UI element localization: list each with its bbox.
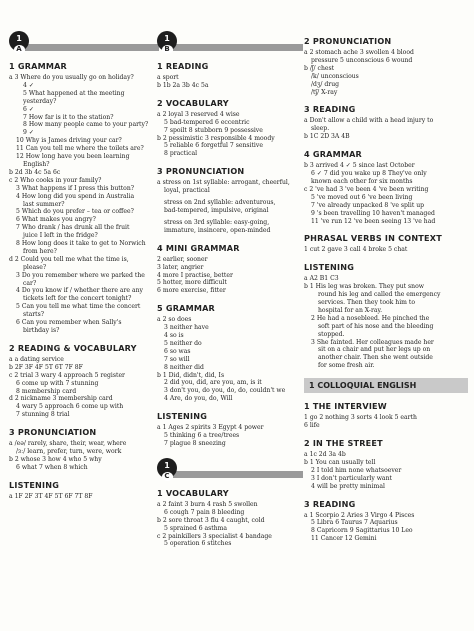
answer-line: 3 What happens if I press this button? <box>16 184 135 192</box>
answer-line: immature, insincere, open-minded <box>164 226 271 234</box>
answer-line: 5 Libra 6 Taurus 7 Aquarius <box>311 519 398 527</box>
answer-line: 5 reliable 6 forgetful 7 sensitive <box>164 142 263 150</box>
answer-line: 4 How long did you spend in Australia <box>16 192 135 200</box>
answer-line: 7 've already unpacked 8 've split up <box>311 201 425 209</box>
unit-1a-header <box>9 31 159 53</box>
answer-line: 7 stunning 8 trial <box>16 411 70 419</box>
answer-line: 7 How far is it to the station? <box>23 113 114 121</box>
section-listening-1b <box>157 424 303 448</box>
answer-line: 5 Can you tell me what time the concert <box>16 303 141 311</box>
section-title: 2 READING & VOCABULARY <box>9 342 137 353</box>
section-interview <box>304 414 468 430</box>
answer-line: 7 spoilt 8 stubborn 9 possessive <box>164 126 263 134</box>
section-listening-1a <box>9 493 159 501</box>
answer-line: 10 Why is James driving your car? <box>16 137 122 145</box>
answer-line: 8 How many people came to your party? <box>23 121 149 129</box>
answer-line: 11 Can you tell me where the toilets are? <box>16 145 144 153</box>
section-phrasal-verbs <box>304 246 468 254</box>
answer-line: 8 Capricorn 9 Sagittarius 10 Leo <box>311 527 413 535</box>
answer-line: 4 so is <box>164 332 184 340</box>
section-title: PHRASAL VERBS IN CONTEXT <box>304 233 442 244</box>
section-title: LISTENING <box>9 479 60 490</box>
answer-line: a 3 Where do you usually go on holiday? <box>9 74 134 81</box>
section-title: 3 READING <box>304 498 356 509</box>
answer-line: a a dating service <box>9 355 64 363</box>
answer-line: 5 thinking 6 a tree/trees <box>164 432 240 440</box>
answer-line: 5 sprained 6 asthma <box>164 524 228 532</box>
answer-line: bad-tempered, impulsive, original <box>164 206 269 214</box>
answer-line: 3 I don't particularly want <box>311 474 392 482</box>
unit-1a-badge <box>9 31 29 51</box>
answer-line: loyal, practical <box>164 187 210 195</box>
answer-line: a 1F 2F 3T 4F 5T 6F 7T 8F <box>9 492 93 500</box>
answer-line: a 1c 2d 3a 4b <box>304 451 346 458</box>
answer-line: tickets left for the concert tonight? <box>23 295 132 303</box>
unit-letter: C <box>162 472 173 481</box>
answer-line: 4 will be pretty minimal <box>311 482 385 490</box>
answer-line: hospital for an X-ray. <box>318 306 383 314</box>
answer-line: pressure 5 unconscious 6 wound <box>311 56 413 64</box>
answer-line: b /ʃ/ chest <box>304 64 335 72</box>
answer-line: 6 Can you remember when Sally's <box>16 319 122 327</box>
answer-line: last summer? <box>23 200 65 208</box>
section-grammar-1a <box>9 74 159 335</box>
section-title: 1 GRAMMAR <box>9 61 67 71</box>
section-grammar-1b <box>157 316 303 403</box>
answer-line: yesterday? <box>23 97 57 105</box>
answer-line: c 2 trial 3 wary 4 approach 5 register <box>9 371 125 379</box>
answer-line: b 1 Did, didn't, did, Is <box>157 371 225 379</box>
section-grammar-1c <box>304 162 468 225</box>
answer-line: 5 neither do <box>164 339 202 347</box>
answer-line: b 2 pessimistic 3 responsible 4 moody <box>157 134 275 142</box>
answer-line: a Don't allow a child with a head injury to <box>304 117 434 125</box>
unit-1c-header <box>157 458 303 480</box>
unit-number: 1 <box>164 460 170 470</box>
answer-line: c 2 Who cooks in your family? <box>9 176 102 184</box>
answer-line: round his leg and called the emergency <box>318 291 441 299</box>
answer-line: 6 what 7 when 8 which <box>16 463 88 471</box>
answer-line: a 2 so does <box>157 316 192 324</box>
answer-line: /ɜː/ learn, prefer, turn, were, work <box>16 448 122 456</box>
section-mini-grammar-1b <box>157 256 303 296</box>
section-listening-1c <box>304 275 468 370</box>
answer-line: d 2 Could you tell me what the time is, <box>9 255 129 263</box>
answer-line: 5 hotter, more difficult <box>157 279 227 287</box>
answer-line: 3 later, angrier <box>157 263 204 271</box>
answer-line: stopped. <box>318 330 345 338</box>
answer-line: a 2 faint 3 burn 4 rash 5 swollen <box>157 500 258 508</box>
answer-line: birthday is? <box>23 327 60 334</box>
answer-line: 2 earlier, sooner <box>157 255 208 263</box>
answer-line: services. Then they took him to <box>318 299 415 307</box>
answer-line: d 2 nickname 3 membership card <box>9 395 113 403</box>
section-title: 4 MINI GRAMMAR <box>157 242 240 253</box>
answer-line: 6 so was <box>164 347 191 355</box>
answer-line: 11 Cancer 12 Gemini <box>311 535 377 543</box>
answer-line: 3 She fainted. Her colleagues made her <box>311 338 434 346</box>
answer-line: b 2 whose 3 how 4 who 5 why <box>9 455 102 463</box>
answer-line: b 2 sore throat 3 flu 4 caught, cold <box>157 516 265 524</box>
section-title: 1 THE INTERVIEW <box>304 401 387 412</box>
unit-number: 1 <box>164 34 170 43</box>
answer-line: a stress on 1st syllable: arrogant, cheerful, <box>157 179 290 187</box>
answer-line: 3 don't you, do you, do, do, couldn't we <box>164 387 286 395</box>
answer-line: b 1C 2D 3A 4B <box>304 133 350 141</box>
answer-line: car? <box>23 279 37 287</box>
section-title: LISTENING <box>157 411 208 422</box>
section-title: 2 IN THE STREET <box>304 438 383 448</box>
answer-line: a sport <box>157 74 179 81</box>
answer-line: b 1 His leg was broken. They put snow <box>304 283 424 291</box>
answer-line: 7 plague 8 sneezing <box>164 440 226 447</box>
answer-line: 3 neither have <box>164 324 209 332</box>
answer-line: 3 Do you remember where we parked the <box>16 271 145 279</box>
answer-line: 4 wary 5 approach 6 come up with <box>16 403 124 411</box>
answer-line: 4 more I practise, better <box>157 271 233 279</box>
answer-line: 5 've moved out 6 've been living <box>311 193 413 201</box>
answer-line: for some fresh air. <box>318 362 375 370</box>
answer-line: 2 did you, did, are you, am, is it <box>164 379 262 387</box>
answer-line: a A2 B1 C3 <box>304 275 339 283</box>
section-title: 1 VOCABULARY <box>157 487 229 498</box>
answer-line: 9 's been travelling 10 haven't managed <box>311 209 435 217</box>
section-title: 3 PRONUNCIATION <box>157 166 245 177</box>
answer-line: 4 ✓ <box>23 81 34 89</box>
unit-header-rule <box>173 471 303 478</box>
answer-line: c 2 've had 3 've been 4 've been writing <box>304 185 429 193</box>
section-title: 3 PRONUNCIATION <box>9 427 97 438</box>
unit-1b-header <box>157 31 303 53</box>
answer-line: /dʒ/ drug <box>311 80 340 88</box>
answer-line: from here? <box>23 247 57 255</box>
answer-line: 6 life <box>304 422 320 430</box>
answer-line: a 1 Ages 2 spirits 3 Egypt 4 power <box>157 424 264 432</box>
answer-line: b 1 You can usually tell <box>304 458 376 466</box>
unit-number: 1 <box>16 34 22 43</box>
column-3 <box>304 34 468 543</box>
section-title: 4 GRAMMAR <box>304 149 362 160</box>
answer-line: 12 How long have you been learning <box>16 153 130 161</box>
answer-line: 7 Who drank / has drunk all the fruit <box>16 224 130 232</box>
answer-line: 6 come up with 7 stunning <box>16 379 99 387</box>
answer-line: c 2 painkillers 3 specialist 4 bandage <box>157 532 272 540</box>
column-2 <box>157 0 303 548</box>
answer-line: a 1 Scorpio 2 Aries 3 Virgo 4 Pisces <box>304 511 415 519</box>
section-title: 3 READING <box>304 104 356 115</box>
answer-line: 6 cough 7 pain 8 bleeding <box>164 508 245 516</box>
answer-line: b 2F 3F 4F 5T 6T 7F 8F <box>9 363 83 371</box>
section-in-the-street <box>304 451 468 491</box>
unit-letter: B <box>162 45 173 54</box>
answer-line: 2 He had a nosebleed. He pinched the <box>311 314 430 322</box>
answer-line: 5 Which do you prefer – tea or coffee? <box>16 208 134 216</box>
answer-line: 1 cut 2 gave 3 call 4 broke 5 chat <box>304 246 408 254</box>
section-title: 1 READING <box>157 61 209 71</box>
answer-line: 4 Are, do you, do, Will <box>164 395 233 403</box>
answer-line: 8 How long does it take to get to Norwich <box>16 240 146 248</box>
answer-line: b 3 arrived 4 ✓ 5 since last October <box>304 162 415 170</box>
column-1 <box>9 0 159 501</box>
answer-line: stress on 3rd syllable: easy-going, <box>164 218 270 226</box>
section-title: 2 VOCABULARY <box>157 97 229 108</box>
answer-line: b 2d 3b 4c 5a 6c <box>9 168 61 176</box>
answer-line: 5 What happened at the meeting <box>23 89 125 97</box>
answer-line: juice I left in the fridge? <box>23 232 98 240</box>
section-colloquial-reading <box>304 512 468 544</box>
answer-line: known each other for six months <box>311 177 413 185</box>
answer-line: please? <box>23 263 47 271</box>
colloquial-english-banner: 1 COLLOQUIAL ENGLISH <box>304 378 468 393</box>
answer-line: b 1b 2a 3b 4c 5a <box>157 81 209 89</box>
answer-line: 9 ✓ <box>23 129 34 137</box>
answer-line: 1 go 2 nothing 3 sorts 4 look 5 earth <box>304 414 417 422</box>
unit-header-rule <box>173 44 303 51</box>
answer-line: 8 membership card <box>16 387 77 395</box>
answer-line: sleep. <box>311 125 330 133</box>
answer-line: /tʃ/ X-ray <box>311 88 338 96</box>
answer-line: 8 practical <box>164 150 198 158</box>
section-reading-vocab-1a <box>9 356 159 419</box>
answer-line: 2 I told him none whatsoever <box>311 466 402 474</box>
section-title: 2 PRONUNCIATION <box>304 36 392 46</box>
section-pronunciation-1a <box>9 440 159 472</box>
answer-line: 11 've run 12 've been seeing 13 've had <box>311 217 436 225</box>
section-pronunciation-1b <box>157 179 303 234</box>
section-reading-1b <box>157 74 303 90</box>
section-title: 5 GRAMMAR <box>157 303 215 314</box>
answer-line: starts? <box>23 311 44 319</box>
answer-line: 8 neither did <box>164 363 204 371</box>
answer-line: stress on 2nd syllable: adventurous, <box>164 199 276 207</box>
answer-line: 5 bad-tempered 6 eccentric <box>164 118 250 126</box>
answer-line: 5 operation 6 stitches <box>164 540 232 548</box>
section-reading-1c <box>304 117 468 141</box>
answer-line: 4 Do you know if / whether there are any <box>16 287 143 295</box>
answer-line: sit on a chair and put her legs up on <box>318 346 431 354</box>
section-vocabulary-1c <box>157 501 303 548</box>
section-vocabulary-1b <box>157 111 303 158</box>
answer-line: 6 ✓ 7 did you wake up 8 They've only <box>311 170 427 178</box>
answer-line: /k/ unconscious <box>311 72 359 80</box>
unit-letter: A <box>14 45 25 54</box>
answer-line: 6 more exercise, fitter <box>157 287 226 295</box>
unit-1b-badge <box>157 31 177 51</box>
section-title: LISTENING <box>304 262 355 273</box>
answer-line: another chair. Then she went outside <box>318 354 433 362</box>
answer-line: 6 ✓ <box>23 105 34 113</box>
answer-line: soft part of his nose and the bleeding <box>318 322 434 330</box>
unit-header-rule <box>25 44 159 51</box>
answer-line: a 2 stomach ache 3 swollen 4 blood <box>304 49 414 56</box>
answer-line: English? <box>23 160 50 168</box>
unit-1c-badge <box>157 458 177 478</box>
answer-line: a 2 loyal 3 reserved 4 wise <box>157 110 240 118</box>
answer-line: 6 What makes you angry? <box>16 216 96 224</box>
answer-line: a /eə/ rarely, share, their, wear, where <box>9 440 127 448</box>
answer-line: 7 so will <box>164 355 190 363</box>
section-pronunciation-1c <box>304 49 468 96</box>
